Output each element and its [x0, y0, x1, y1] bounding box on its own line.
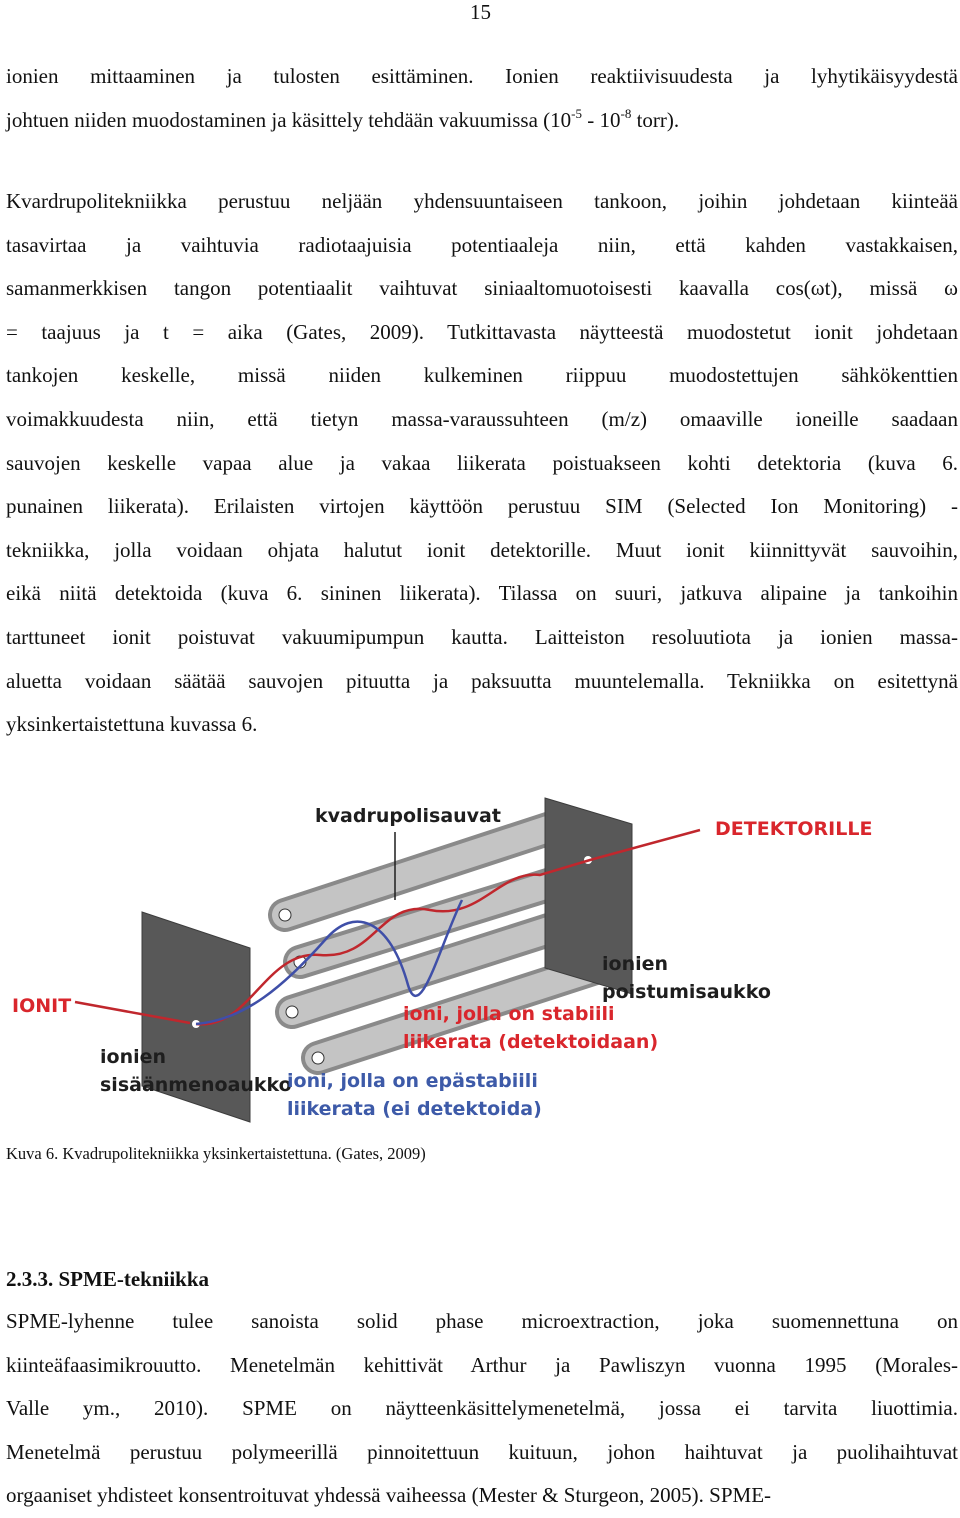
- text-line: [6, 660, 958, 704]
- text-line: [6, 311, 958, 355]
- text-line: [6, 267, 958, 311]
- label-exit-2: poistumisaukko: [602, 981, 771, 1003]
- text-run: ionien mittaaminen ja tulosten esittäminen. Ionien reaktiivisuudesta ja lyhytikäisyydestä: [6, 64, 958, 88]
- paragraph-1: [6, 55, 958, 142]
- quadrupole-diagram: [0, 780, 960, 1130]
- label-ions: IONIT: [12, 995, 72, 1017]
- figure-caption: Kuva 6. Kvadrupolitekniikka yksinkertaistettuna. (Gates, 2009): [6, 1144, 426, 1163]
- label-stable-1: ioni, jolla on stabiili: [403, 1003, 615, 1025]
- text-line: [6, 485, 958, 529]
- text-line: [6, 1344, 958, 1388]
- text-line: [6, 703, 958, 747]
- text-run: Kvardrupolitekniikka perustuu neljään yhdensuuntaiseen tankoon, joihin johdetaan kiinteää: [6, 189, 958, 213]
- text-run: torr).: [631, 107, 680, 132]
- text-line: [6, 1300, 958, 1344]
- text-run: kiinteäfaasimikrouutto. Menetelmän kehittivät Arthur ja Pawliszyn vuonna 1995 (Morales-: [6, 1352, 958, 1377]
- text-line: [6, 398, 958, 442]
- paragraph-3: [6, 1300, 958, 1518]
- text-run: Valle ym., 2010). SPME on näytteenkäsittelymenetelmä, jossa ei tarvita liuottimia.: [6, 1396, 958, 1421]
- text-run: tarttuneet ionit poistuvat vakuumipumpun kautta. Laitteiston resoluutiota ja ionien massa-: [6, 624, 958, 649]
- text-line: [6, 442, 958, 486]
- text-line: [6, 529, 958, 573]
- text-run: samanmerkkisen tangon potentiaalit vaihtuvat siniaaltomuotoisesti kaavalla cos(ωt), missä ω: [6, 276, 958, 301]
- text-line: [6, 1387, 958, 1431]
- label-rods: kvadrupolisauvat: [315, 805, 501, 827]
- text-run: tekniikka, jolla voidaan ohjata halutut ionit detektorille. Muut ionit kiinnittyvät sauvoihin,: [6, 537, 958, 562]
- paragraph-2: [6, 180, 958, 747]
- label-unstable-2: liikerata (ei detektoida): [287, 1098, 542, 1120]
- text-run: voimakkuudesta niin, että tietyn massa-varaussuhteen (m/z) omaaville ioneille saadaan: [6, 406, 958, 431]
- text-run: SPME-lyhenne tulee sanoista solid phase microextraction, joka suomennettuna on: [6, 1309, 958, 1333]
- text-line: [6, 99, 958, 143]
- text-line: [6, 55, 958, 99]
- text-run: orgaaniset yhdisteet konsentroituvat yhdessä vaiheessa (Mester & Sturgeon, 2005). SPME-: [6, 1483, 772, 1508]
- text-line: [6, 180, 958, 224]
- label-detector: DETEKTORILLE: [715, 818, 873, 840]
- label-exit-1: ionien: [602, 953, 669, 975]
- text-run: punainen liikerata). Erilaisten virtojen käyttöön perustuu SIM (Selected Ion Monitoring) -: [6, 494, 958, 519]
- label-entry-1: ionien: [100, 1046, 167, 1068]
- text-run: = taajuus ja t = aika (Gates, 2009). Tutkittavasta näytteestä muodostetut ionit johdetaan: [6, 319, 958, 344]
- text-run: aluetta voidaan säätää sauvojen pituutta ja paksuutta muuntelemalla. Tekniikka on esitettynä: [6, 668, 958, 693]
- page-number: 15: [470, 0, 491, 24]
- text-run: yksinkertaistettuna kuvassa 6.: [6, 712, 258, 737]
- text-run: Menetelmä perustuu polymeerillä pinnoitettuun kuituun, johon haihtuvat ja puolihaihtuvat: [6, 1439, 958, 1464]
- text-line: [6, 1474, 958, 1518]
- label-entry-2: sisäänmenoaukko: [100, 1074, 292, 1096]
- text-run: - 10: [581, 107, 621, 132]
- text-line: [6, 572, 958, 616]
- text-line: [6, 616, 958, 660]
- text-line: [6, 354, 958, 398]
- superscript: -8: [620, 105, 632, 121]
- text-run: johtuen niiden muodostaminen ja käsittely tehdään vakuumissa (10: [6, 107, 572, 132]
- text-run: tankojen keskelle, missä niiden kulkeminen riippuu muodostettujen sähkökenttien: [6, 363, 958, 388]
- label-stable-2: liikerata (detektoidaan): [403, 1031, 659, 1053]
- text-line: [6, 224, 958, 268]
- text-run: tasavirtaa ja vaihtuvia radiotaajuisia potentiaaleja niin, että kahden vastakkaisen,: [6, 232, 958, 257]
- text-run: eikä niitä detektoida (kuva 6. sininen liikerata). Tilassa on suuri, jatkuva alipaine ja tankoihin: [6, 581, 958, 606]
- label-unstable-1: ioni, jolla on epästabiili: [287, 1070, 538, 1092]
- superscript: -5: [571, 105, 582, 121]
- text-line: [6, 1431, 958, 1475]
- quadrupole-figure: [0, 780, 960, 1130]
- text-run: sauvojen keskelle vapaa alue ja vakaa liikerata poistuakseen kohti detektoria (kuva 6.: [6, 450, 958, 475]
- section-heading: 2.3.3. SPME-tekniikka: [6, 1267, 210, 1291]
